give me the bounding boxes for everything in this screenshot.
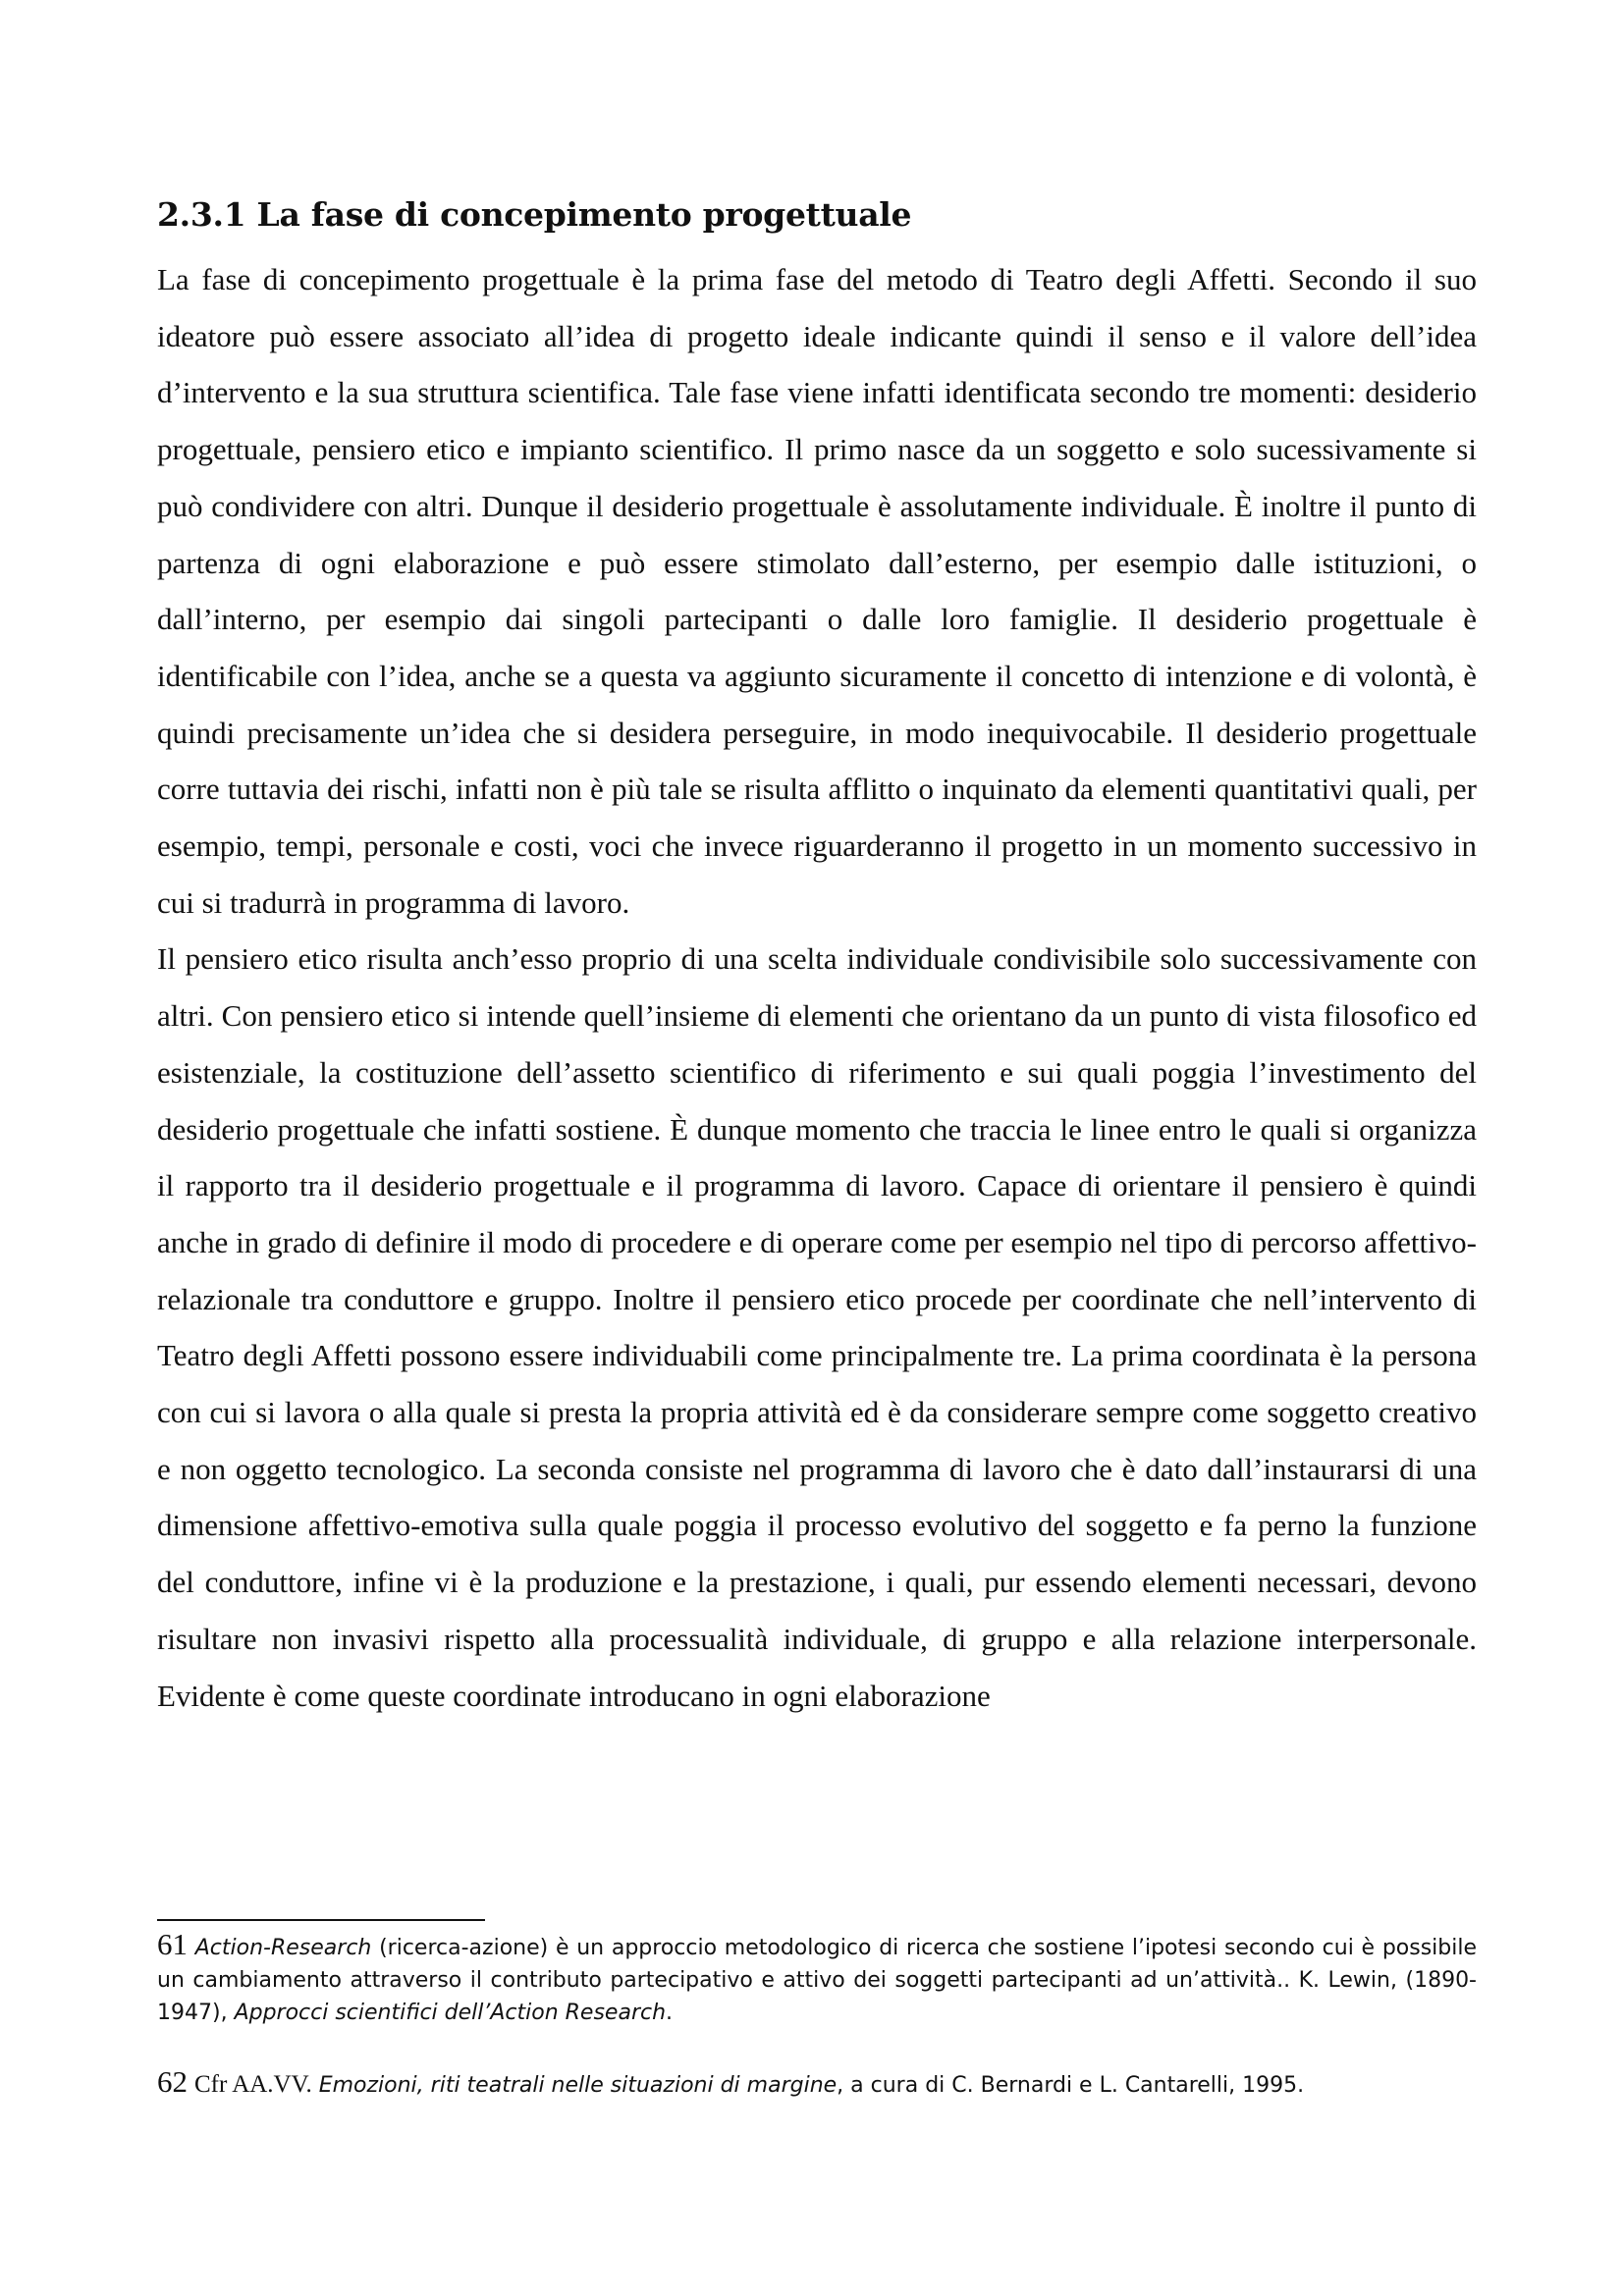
- footnote-term: Action-Research: [194, 1936, 372, 1960]
- footnote-title: Emozioni, riti teatrali nelle situazioni di margine: [318, 2073, 838, 2098]
- footnote-number: 61: [157, 1927, 188, 1961]
- footnote-title: Approcci scientifici dell’Action Research: [234, 2001, 667, 2025]
- paragraph: La fase di concepimento progettuale è la prima fase del metodo di Teatro degli Affetti. Secondo il suo ideatore può essere associato all’idea di progetto ideale indicante quindi il senso e il valore dell’idea d’intervento e la sua struttura scientifica. Tale fase viene infatti identificata secondo tre momenti: desiderio progettuale, pensiero etico e impianto scientifico. Il primo nasce da un soggetto e solo sucessivamente si può condividere con altri. Dunque il desiderio progettuale è assolutamente individuale. È inoltre il punto di partenza di ogni elaborazione e può essere stimolato dall’esterno, per esempio dalle istituzioni, o dall’interno, per esempio dai singoli partecipanti o dalle loro famiglie. Il desiderio progettuale è identificabile con l’idea, anche se a questa va aggiunto sicuramente il concetto di intenzione e di volontà, è quindi precisamente un’idea che si desidera perseguire, in modo inequivocabile. Il desiderio progettuale corre tuttavia dei rischi, infatti non è più tale se risulta afflitto o inquinato da elementi quantitativi quali, per esempio, tempi, personale e costi, voci che invece riguarderanno il progetto in un momento successivo in cui si tradurrà in programma di lavoro.: [157, 262, 1477, 920]
- footnote-61: [157, 1928, 1477, 2029]
- body-text: [157, 251, 1477, 1724]
- footnote-number: 62: [157, 2064, 188, 2099]
- footnote-62: [157, 2065, 1477, 2102]
- footnote-tail: .: [666, 2001, 674, 2025]
- footnote-text: , a cura di C. Bernardi e L. Cantarelli, 1995.: [837, 2073, 1305, 2098]
- paragraph: Il pensiero etico risulta anch’esso proprio di una scelta individuale condivisibile solo successivamente con altri. Con pensiero etico si intende quell’insieme di elementi che orientano da un punto di vista filosofico ed esistenziale, la costituzione dell’assetto scientifico di riferimento e sui quali poggia l’investimento del desiderio progettuale che infatti sostiene. È dunque momento che traccia le linee entro le quali si organizza il rapporto tra il desiderio progettuale e il programma di lavoro. Capace di orientare il pensiero è quindi anche in grado di definire il modo di procedere e di operare come per esempio nel tipo di percorso affettivo-relazionale tra conduttore e gruppo. Inoltre il pensiero etico procede per coordinate che nell’intervento di Teatro degli Affetti possono essere individuabili come principalmente tre. La prima coordinata è la persona con cui si lavora o alla quale si presta la propria attività ed è da considerare sempre come soggetto creativo e non oggetto tecnologico. La seconda consiste nel programma di lavoro che è dato dall’instaurarsi di una dimensione affettivo-emotiva sulla quale poggia il processo evolutivo del soggetto e fa perno la funzione del conduttore, infine vi è la produzione e la prestazione, i quali, pur essendo elementi necessari, devono risultare non invasivi rispetto alla processualità individuale, di gruppo e alla relazione interpersonale. Evidente è come queste coordinate introducano in ogni elaborazione: [157, 941, 1477, 1713]
- footnote-text: (ricerca-azione) è un approccio metodologico di ricerca che sostiene l’ipotesi secondo cui è possibile un cambiamento attraverso il contributo partecipativo e attivo dei soggetti partecipanti ad un’attività.. K. Lewin, (1890-1947),: [157, 1936, 1478, 2025]
- footnote-separator: [157, 1919, 485, 1921]
- section-heading: 2.3.1 La fase di concepimento progettuale: [157, 195, 912, 234]
- footnote-prefix: Cfr AA.VV.: [194, 2071, 312, 2098]
